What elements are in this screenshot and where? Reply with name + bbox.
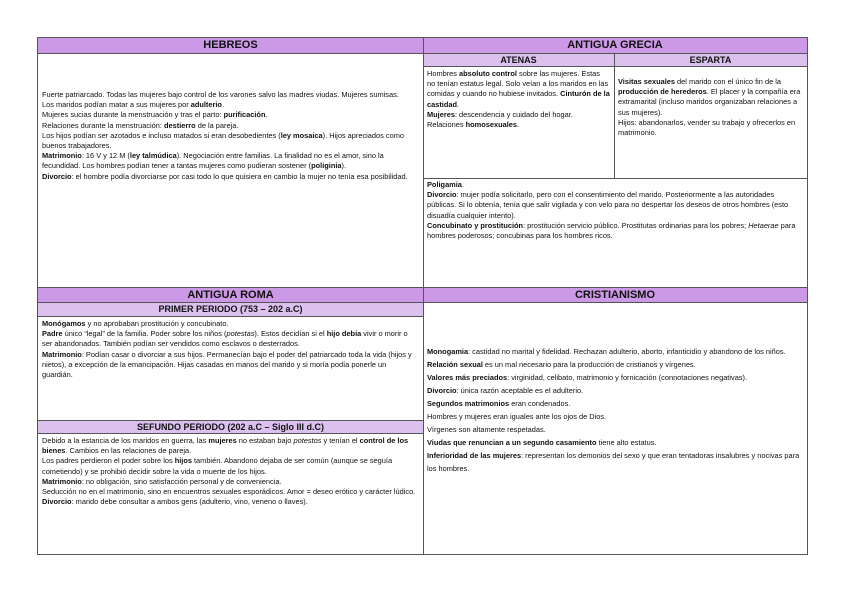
text-line: Visitas sexuales del marido con el único fin de la producción de herederos. El placer y la compañía era extramarital (incluso maridos organizaban relaciones a sus mujeres). — [618, 77, 801, 117]
esparta-header: ESPARTA — [614, 54, 807, 67]
center-divider — [423, 38, 424, 554]
text-line: Hombres y mujeres eran iguales ante los ojos de Dios. — [427, 412, 607, 421]
text-line: Debido a la estancia de los maridos en guerra, las mujeres no estaban bajo potestos y tenían el control de los bienes. Cambios en las relaciones de pareja. — [42, 436, 409, 456]
text-line: Los maridos podían matar a sus mujeres por adulterio. — [42, 100, 224, 110]
text-line: Fuerte patriarcado. Todas las mujeres bajo control de los varones salvo las madres viudas. Mujeres sumisas. — [42, 90, 399, 99]
text-line: Mujeres: descendencia y cuidado del hogar. — [427, 109, 573, 119]
text-line: Matrimonio: 16 V y 12 M (ley talmúdica). Negociación entre familias. La finalidad no es el amor, sino la fecundidad. Los hombres podían tener a tantas mujeres como pudieran sostener (poliginia). — [42, 151, 384, 171]
text-line: Monógamos y no aprobaban prostitución y concubinato. — [42, 319, 229, 328]
roma-periodo1-header: PRIMER PERIODO (753 – 202 a.C) — [38, 303, 423, 317]
roma-periodo1-content — [38, 317, 423, 420]
cristianismo-content — [423, 303, 807, 554]
roma-header: ANTIGUA ROMA — [38, 287, 423, 303]
text-line: Matrimonio: no obligación, sino satisfacción personal y de conveniencia. — [42, 476, 282, 486]
roma-periodo2-header: SEFUNDO PERIODO (202 a.C – Siglo III d.C) — [38, 420, 423, 434]
text-line: Los padres perdieron el poder sobre los hijos también. Abandono dejaba de ser común (aunque se seguía cometiendo) y se prohibió decidir sobre la vida o muerte de los hijos. — [42, 456, 393, 476]
hebreos-content — [38, 54, 423, 286]
comparison-table — [37, 37, 808, 555]
text-line: Matrimonio: Podían casar o divorciar a sus hijos. Permanecían bajo el poder del patriarcado toda la vida (hijos y nietos), a excepción de la emancipación. Hijas casadas en manos del marido y si moría podía ponerle un guardián. — [42, 349, 412, 380]
roma-periodo2-content — [38, 434, 423, 554]
text-line: Divorcio: el hombre podía divorciarse por casi todo lo que quisiera en cambio la mujer no tenía esa posibilidad. — [42, 171, 408, 181]
text-line: Relación sexual es un mal necesario para la producción de cristianos y vírgenes. — [427, 360, 696, 369]
text-line: Monogamia: castidad no marital y fidelidad. Rechazan adulterio, aborto, infanticidio y abandono de los niños. — [427, 347, 786, 356]
text-line: Relaciones homosexuales. — [427, 120, 520, 130]
text-line: Hijos: abandonarlos, vender su trabajo y ofrecerlos en matrimonio. — [618, 117, 796, 138]
text-line: Divorcio: marido debe consultar a ambos gens (adulterio, vino, veneno o llaves). — [42, 497, 308, 507]
text-line: Hombres absoluto control sobre las mujeres. Estas no tenían estatus legal. Solo veían a los maridos en las comidas y cuando no hubiese invitados. Cinturón de la castidad. — [427, 69, 610, 109]
text-line: Los hijos podían ser azotados e incluso matados si eran desobedientes (ley mosaica). Hijos apreciados como buenos trabajadores. — [42, 130, 404, 151]
atenas-content — [423, 67, 614, 178]
text-line: Concubinato y prostitución: prostitución servicio público. Prostitutas ordinarias para los pobres; Hetaerae para hombres poderosos; concubinas para los hombres ricos. — [427, 220, 796, 241]
grecia-divider — [614, 54, 615, 178]
hebreos-header: HEBREOS — [38, 38, 423, 54]
grecia-row-divider — [423, 178, 807, 179]
text-line: Poligamia. — [427, 180, 464, 189]
text-line: Padre único “legal” de la familia. Poder sobre los niños (potestas). Estos decidían si el hijo debía vivir o morir o ser abandonados. También podían ser vendidos como esclavos o desterrados. — [42, 329, 408, 349]
text-line: Relaciones durante la menstruación: destierro de la pareja. — [42, 120, 239, 130]
text-line: Segundos matrimonios eran condenados. — [427, 399, 571, 408]
grecia-shared-content — [423, 178, 807, 286]
text-line: Valores más preciados: virginidad, celibato, matrimonio y fornicación (connotaciones negativas). — [427, 373, 748, 382]
text-line: Divorcio: mujer podía solicitarlo, pero con el consentimiento del marido. Posteriormente a las autoridades públicas. Si lo obtenía, tenía que salir vigilada y con velo para no despertar los deseos de otros hombres (esto disuadía cualquier intento). — [427, 190, 789, 220]
text-line: Viudas que renuncian a un segundo casamiento tiene alto estatus. — [427, 438, 657, 447]
text-line: Vírgenes son altamente respetadas. — [427, 425, 546, 434]
text-line: Seducción no en el matrimonio, sino en encuentros sexuales esporádicos. Amor = deseo erótico y carácter lúdico. — [42, 487, 416, 497]
cristianismo-header: CRISTIANISMO — [423, 287, 807, 303]
atenas-header: ATENAS — [423, 54, 614, 67]
text-line: Mujeres sucias durante la menstruación y tras el parto: purificación. — [42, 110, 268, 120]
text-line: Inferioridad de las mujeres: representan los demonios del sexo y que eran tentadoras insalubres y nocivas para los hombres. — [427, 451, 800, 473]
text-line: Divorcio: única razón aceptable es el adulterio. — [427, 386, 584, 395]
esparta-content — [614, 67, 807, 178]
grecia-header: ANTIGUA GRECIA — [423, 38, 807, 54]
